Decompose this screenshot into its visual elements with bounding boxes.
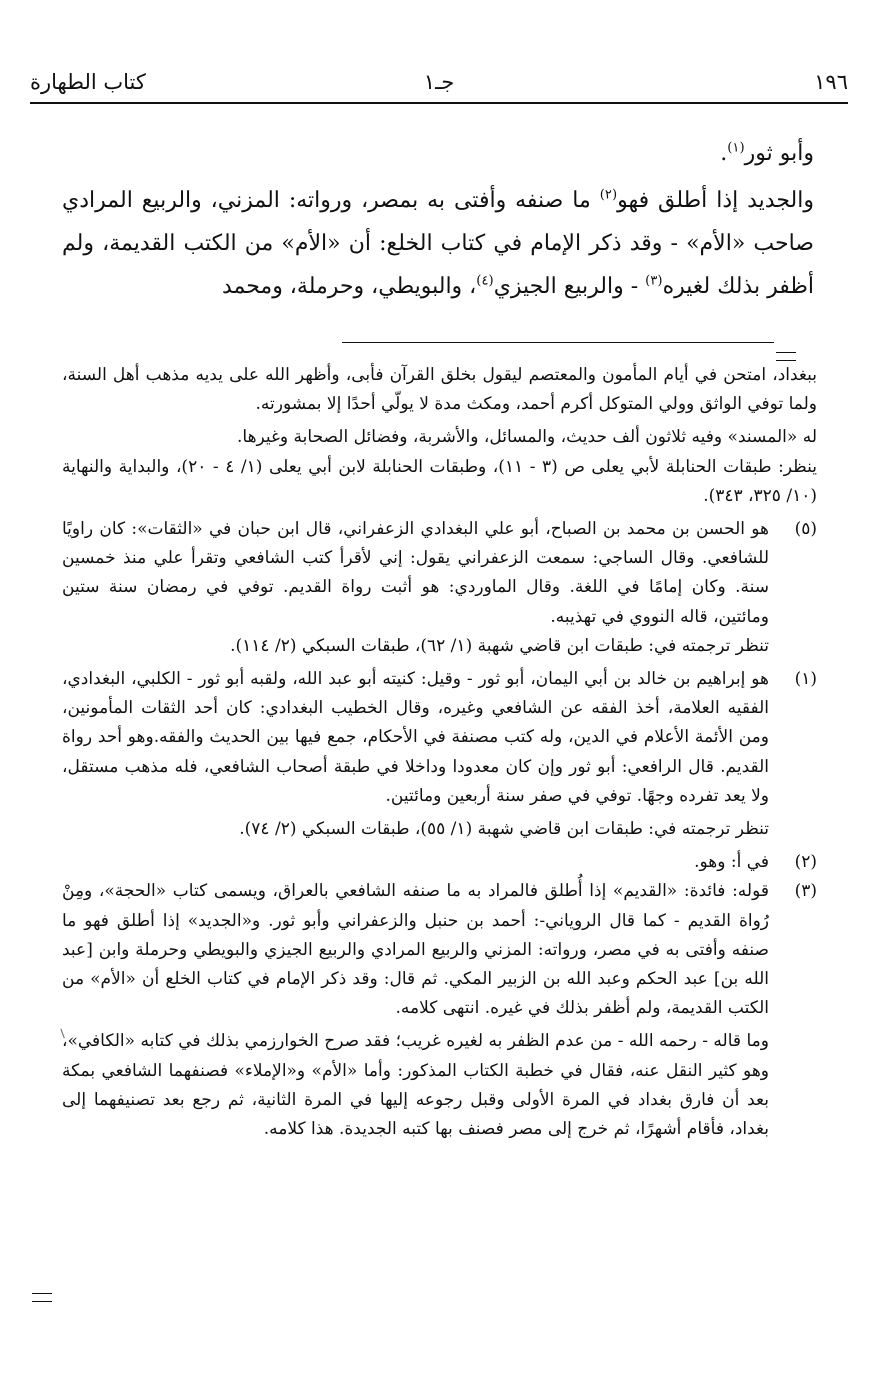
footnote-number: (١) (794, 669, 817, 690)
footnote-separator (342, 342, 774, 343)
footnote-3 (62, 877, 817, 1144)
footnote-text: هو الحسن بن محمد بن الصباح، أبو علي البغدادي الزعفراني، قال ابن حبان في «الثقات»: كان راويًا للشافعي. وقال الساجي: سمعت الزعفراني يقول: إني لأقرأ كتب الشافعي وتقرأ علي منذ خمسين سنة. وكان إمامًا في اللغة. وقال الماوردي: هو أثبت رواة القديم. توفي في رمضان سنة ستين ومائتين، قاله النووي في تهذيبه. (62, 519, 769, 627)
footnote-number: (٥) (794, 519, 817, 540)
footnotes (62, 361, 817, 1144)
note-ref-2: (٢) (599, 187, 618, 203)
book-title: كتاب الطهارة (30, 70, 146, 94)
footnote-5 (62, 515, 817, 661)
note-ref-3: (٣) (645, 273, 663, 289)
footnote-number: (٢) (794, 852, 817, 873)
footnote-2 (62, 848, 817, 877)
main-paragraph-2: والجديد إذا أطلق فهو$^{(٢)}$ ما صنفه وأفتى به بمصر، ورواته: المزني، والربيع المرادي صاحب «الأم» - وقد ذكر الإمام في كتاب الخلع: أن «الأم» من الكتب القديمة، ولم أظفر بذلك لغيره$^{(٣)}$ - والربيع الجيزي$^{(٤)}$، والبويطي، وحرملة، ومحمد (62, 187, 814, 299)
header-rule (30, 102, 848, 104)
continuation-mark-bottom (32, 1293, 52, 1302)
footnote-text: هو إبراهيم بن خالد بن أبي اليمان، أبو ثور - وقيل: كنيته أبو عبد الله، ولقبه أبو ثور - الكلبي، البغدادي، الفقيه العلامة، أخذ الفقه عن الشافعي وغيره، وقال الخطيب البغدادي: كان أحد الثقات المأمونين، ومن الأئمة الأعلام في الدين، وله كتب مصنفة في الأحكام، جمع فيها بين الحديث والفقه.وهو أحد رواة القديم. قال الرافعي: أبو ثور وإن كان معدودا وداخلا في طبقة أصحاب الشافعي، فله مذهب مستقل، ولا يعد تفرده وجهًا. توفي في صفر سنة أربعين ومائتين. (62, 669, 769, 806)
main-line-1: وأبو ثور$^{(١)}$. (720, 140, 814, 166)
footnote-reference: تنظر ترجمته في: طبقات ابن قاضي شهبة (١/ ٥٥)، طبقات السبكي (٢/ ٧٤). (239, 819, 769, 840)
footnote-number: (٣) (794, 881, 817, 902)
continuation-mark-top (776, 352, 796, 361)
footnote-text-continued: وما قاله - رحمه الله - من عدم الظفر به لغيره غريب؛ فقد صرح الخوارزمي بذلك في كتابه «الكافي»، وهو كثير النقل عنه، فقال في خطبة الكتاب المذكور: وأما «الأم» و«الإملاء» فصنفهما الشافعي بمكة بعد أن فارق بغداد في المرة الأولى وقبل رجوعه إليها في المرة الثانية، ثم رجع بعد تصنيفهما إلى بغداد، فأقام أشهرًا، ثم خرج إلى مصر فصنف بها كتبه الجديدة. هذا كلامه. (62, 1031, 769, 1140)
footnote-text: في أ: وهو. (694, 852, 769, 873)
volume-label: جـ١ (423, 70, 455, 94)
page-number: ١٩٦ (814, 70, 848, 94)
footnote-continued: ببغداد، امتحن في أيام المأمون والمعتصم ليقول بخلق القرآن فأبى، وأظهر الله على يديه مذهب أهل السنة، ولما توفي الواثق وولي المتوكل أكرم أحمد، ومكث مدة لا يولّي أحدًا إلا بمشورته. (62, 365, 817, 415)
footnote-text: قوله: فائدة: «القديم» إذا أُطلق فالمراد به ما صنفه الشافعي بالعراق، ويسمى كتاب «الحجة»، ومِنْ رُواة القديم - كما قال الروياني-: أحمد بن حنبل والزعفراني وأبو ثور. و«الجديد» إذا أطلق فهو ما صنفه وأفتى به في مصر، ورواته: المزني والربيع المرادي والربيع الجيزي والبويطي وحرملة وابن [عبد الله بن] عبد الحكم وعبد الله بن الزبير المكي. ثم قال: وقد ذكر الإمام في كتاب الخلع أن «الأم» من الكتب القديمة، ولم أظفر بذلك في غيره. انتهى كلامه. (62, 881, 769, 1019)
footnote-continued-refs: ينظر: طبقات الحنابلة لأبي يعلى ص (٣ - ١١)، وطبقات الحنابلة لابن أبي يعلى (١/ ٤ - ٢٠)، والبداية والنهاية (١٠/ ٣٢٥، ٣٤٣). (62, 456, 817, 506)
footnote-reference: تنظر ترجمته في: طبقات ابن قاضي شهبة (١/ ٦٢)، طبقات السبكي (٢/ ١١٤). (230, 635, 769, 656)
note-ref-4: (٤) (476, 273, 494, 289)
footnote-1 (62, 665, 817, 844)
main-text (62, 132, 814, 308)
running-header (30, 62, 848, 102)
note-ref-1: (١) (727, 140, 745, 156)
footnote-continued-works: له «المسند» وفيه ثلاثون ألف حديث، والمسائل، والأشربة، وفضائل الصحابة وغيرها. (236, 427, 817, 448)
